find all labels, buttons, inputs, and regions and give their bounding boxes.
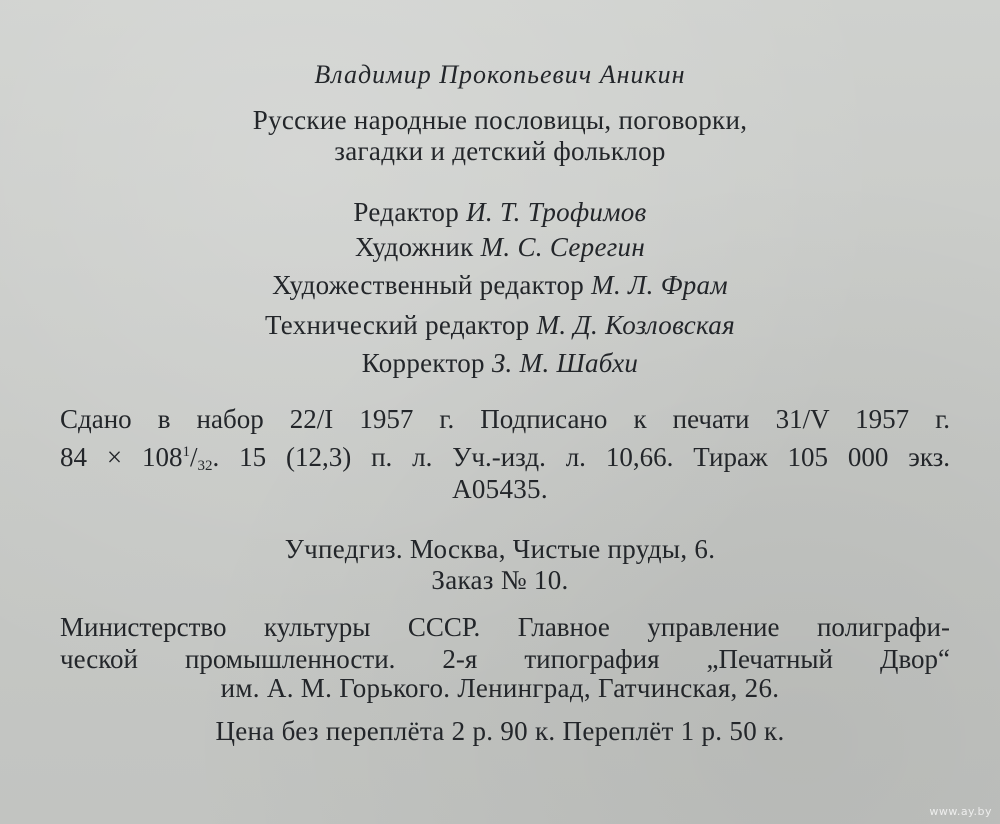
format-denominator: 32 [197, 458, 213, 474]
credit-role: Технический редактор [265, 310, 530, 340]
credit-tech-editor [0, 308, 1000, 342]
credit-proofreader [0, 346, 1000, 380]
credit-name: М. Л. Фрам [591, 270, 728, 300]
credit-role: Художественный редактор [272, 270, 585, 300]
credit-role: Редактор [353, 197, 460, 227]
credit-art-editor [0, 268, 1000, 302]
printer-line-2: ческой промышленности. 2-я типография „Печатный Двор“ [60, 644, 950, 674]
credit-editor [0, 195, 1000, 229]
book-title-line-2: загадки и детский фольклор [334, 136, 666, 166]
credit-name: М. Д. Козловская [536, 310, 735, 340]
price-line: Цена без переплёта 2 р. 90 к. Переплёт 1 р. 50 к. [215, 716, 785, 746]
printer-line-1: Министерство культуры СССР. Главное управление полиграфи- [60, 612, 950, 642]
order-number: Заказ № 10. [431, 565, 569, 595]
author-name: Владимир Прокопьевич Аникин [314, 60, 686, 89]
format-slash: / [189, 442, 198, 472]
credit-artist [0, 230, 1000, 264]
credit-role: Художник [354, 232, 474, 262]
format-prefix: 84 × 108 [60, 442, 183, 472]
publisher-address: Учпедгиз. Москва, Чистые пруды, 6. [284, 534, 716, 564]
book-title-line-1: Русские народные пословицы, поговорки, [252, 105, 748, 135]
credit-name: З. М. Шабхи [491, 348, 639, 378]
format-numerator: 1 [182, 444, 190, 460]
credit-name: И. Т. Трофимов [466, 197, 647, 227]
print-dates-line: Сдано в набор 22/I 1957 г. Подписано к печати 31/V 1957 г. [60, 404, 950, 434]
print-volume-info: . 15 (12,3) п. л. Уч.-изд. л. 10,66. Тираж 105 000 экз. [212, 442, 950, 472]
watermark: www.ay.by [929, 805, 992, 818]
publication-code: А05435. [452, 474, 548, 504]
credit-name: М. С. Серегин [480, 232, 646, 262]
printer-line-3: им. А. М. Горького. Ленинград, Гатчинская, 26. [220, 673, 780, 703]
credit-role: Корректор [361, 348, 485, 378]
